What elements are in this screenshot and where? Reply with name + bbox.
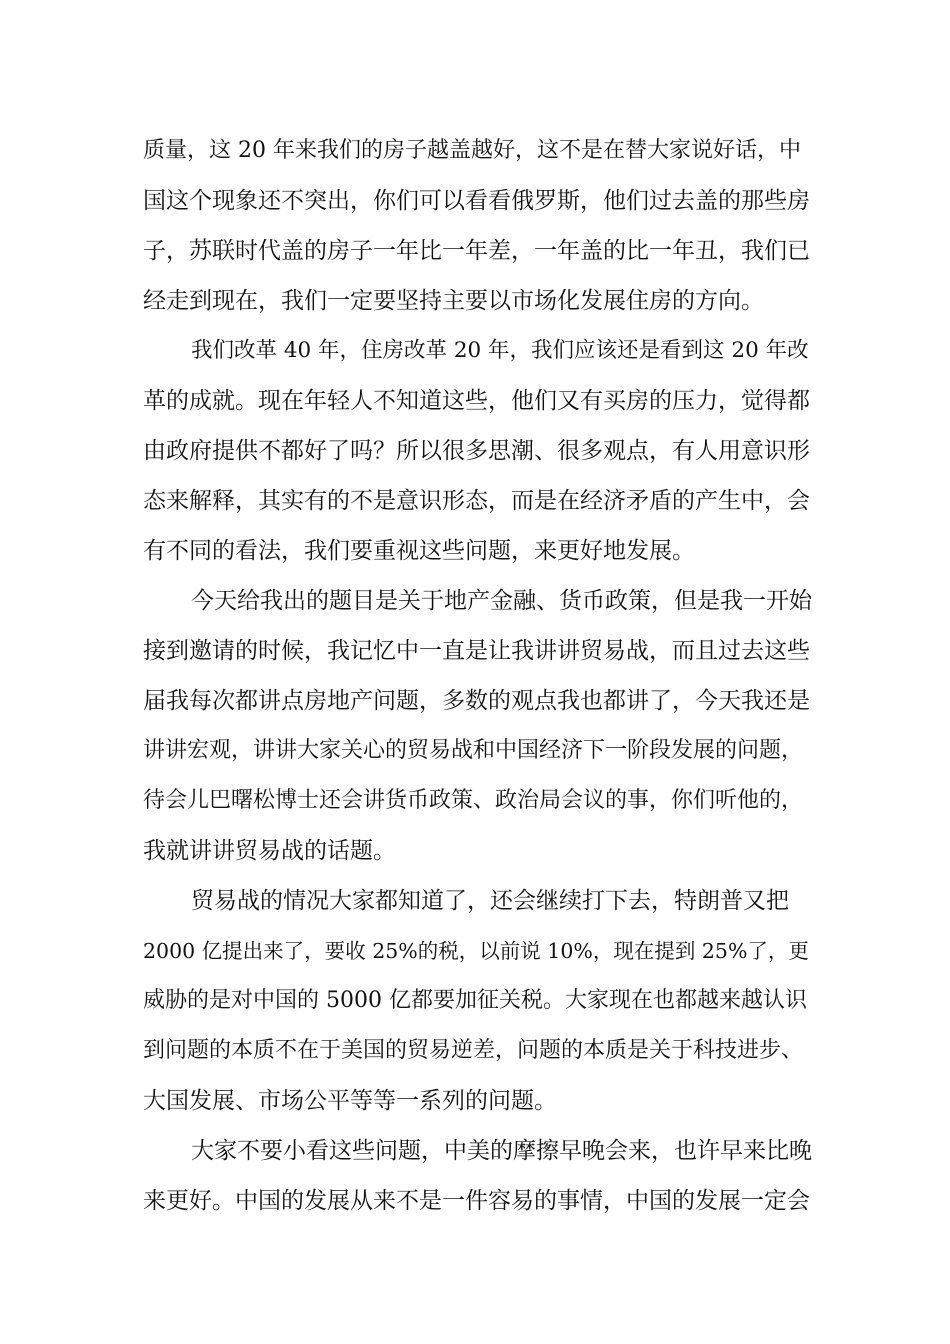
text-line: 国这个现象还不突出，你们可以看看俄罗斯，他们过去盖的那些房 [143,188,810,214]
text-line: 讲讲宏观，讲讲大家关心的贸易战和中国经济下一阶段发展的问题， [143,738,804,763]
text-line: 今天给我出的题目是关于地产金融、货币政策，但是我一开始 [191,588,812,614]
text-line: 届我每次都讲点房地产问题，多数的观点我也都讲了，今天我还是 [143,688,810,714]
text-line: 子，苏联时代盖的房子一年比一年差，一年盖的比一年丑，我们已 [143,238,810,264]
text-line: 由政府提供不都好了吗？所以很多思潮、很多观点，有人用意识形 [143,438,810,464]
text-line: 革的成就。现在年轻人不知道这些，他们又有买房的压力，觉得都 [143,388,810,414]
text-line: 待会儿巴曙松博士还会讲货币政策、政治局会议的事，你们听他的， [143,788,804,813]
text-line: 质量，这 20 年来我们的房子越盖越好，这不是在替大家说好话，中 [143,138,801,163]
text-line: 威胁的是对中国的 5000 亿都要加征关税。大家现在也都越来越认识 [143,988,807,1013]
text-line: 有不同的看法，我们要重视这些问题，来更好地发展。 [143,538,695,564]
text-line: 经走到现在，我们一定要坚持主要以市场化发展住房的方向。 [143,288,764,314]
text-line: 到问题的本质不在于美国的贸易逆差，问题的本质是关于科技进步、 [143,1038,804,1063]
text-line: 接到邀请的时候，我记忆中一直是让我讲讲贸易战，而且过去这些 [143,638,810,664]
text-line: 2000 亿提出来了，要收 25%的税，以前说 10%，现在提到 25%了，更 [143,939,809,963]
text-line: 态来解释，其实有的不是意识形态，而是在经济矛盾的产生中，会 [143,488,810,514]
text-line: 大家不要小看这些问题，中美的摩擦早晚会来，也许早来比晚 [191,1138,812,1164]
text-line: 来更好。中国的发展从来不是一件容易的事情，中国的发展一定会 [143,1188,810,1214]
text-line: 我们改革 40 年，住房改革 20 年，我们应该还是看到这 20 年改 [191,338,809,363]
text-line: 我就讲讲贸易战的话题。 [143,838,396,864]
text-line: 大国发展、市场公平等等一系列的问题。 [143,1088,557,1114]
text-line: 贸易战的情况大家都知道了，还会继续打下去，特朗普又把 [191,888,789,914]
